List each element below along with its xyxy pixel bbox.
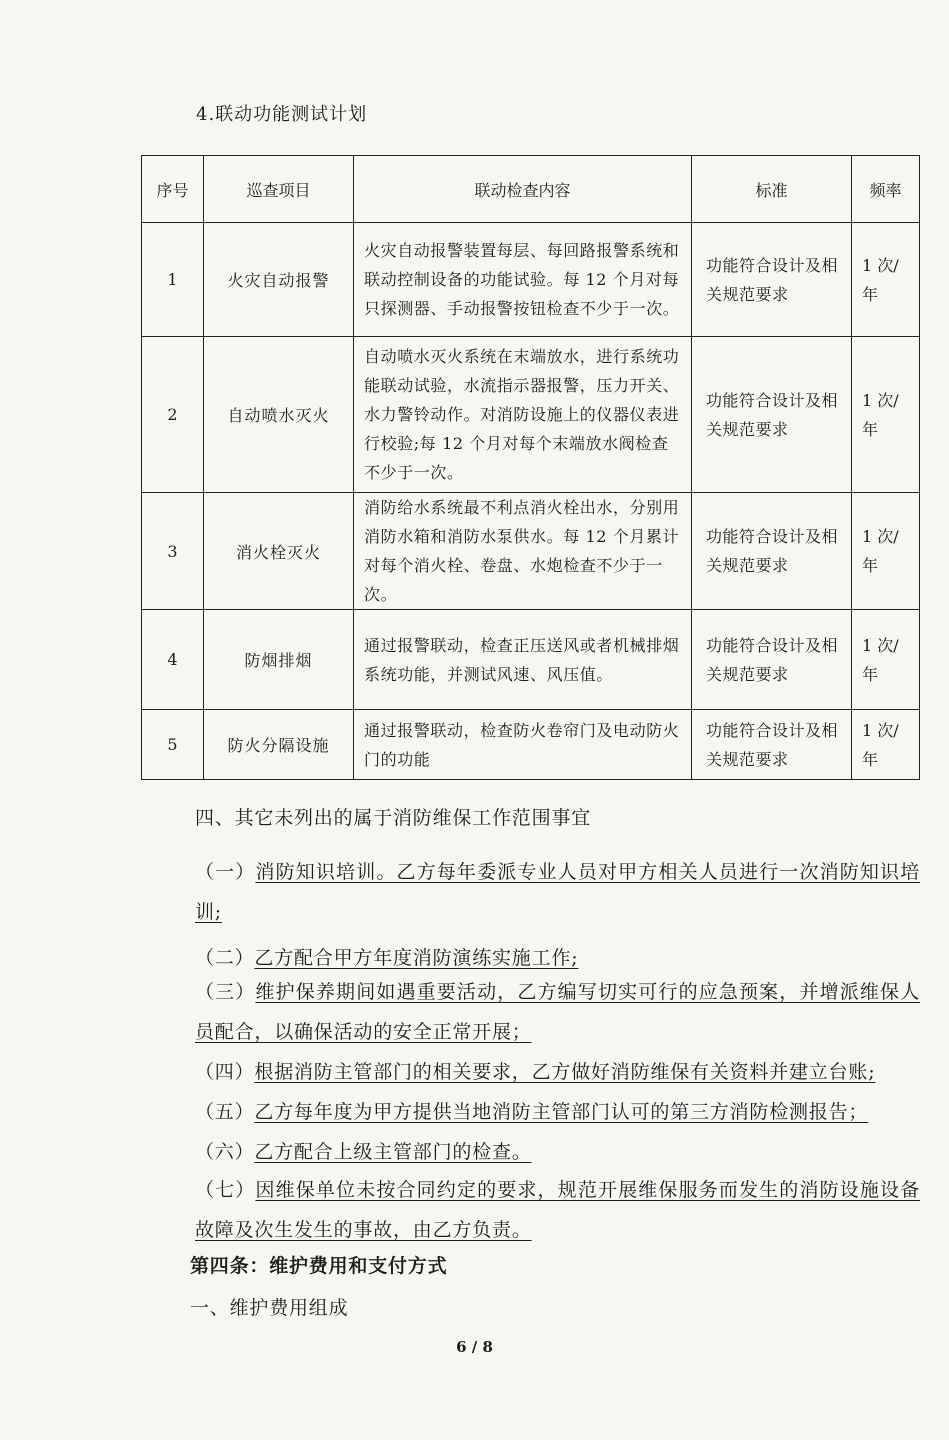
table-row	[142, 493, 920, 610]
row-content: 通过报警联动，检查防火卷帘门及电动防火门的功能	[354, 710, 692, 780]
item-number: （三）	[195, 981, 256, 1003]
row-standard: 功能符合设计及相关规范要求	[692, 223, 852, 337]
row-standard: 功能符合设计及相关规范要求	[692, 493, 852, 610]
row-standard: 功能符合设计及相关规范要求	[692, 710, 852, 780]
item-number: （五）	[195, 1101, 255, 1123]
item-text: 乙方每年度为甲方提供当地消防主管部门认可的第三方消防检测报告；	[254, 1101, 869, 1123]
row-frequency: 1 次/年	[852, 223, 920, 337]
header-item: 巡查项目	[204, 156, 354, 223]
item-text: 根据消防主管部门的相关要求，乙方做好消防维保有关资料并建立台账;	[254, 1061, 876, 1083]
item-3	[150, 972, 920, 1052]
item-1	[150, 852, 920, 932]
item-6	[150, 1132, 920, 1172]
item-number: （四）	[195, 1061, 255, 1083]
row-item: 防火分隔设施	[204, 710, 354, 780]
row-no: 2	[142, 337, 204, 493]
row-no: 5	[142, 710, 204, 780]
item-text: 乙方配合甲方年度消防演练实施工作;	[254, 947, 579, 969]
row-no: 4	[142, 610, 204, 710]
row-item: 消火栓灭火	[204, 493, 354, 610]
header-content: 联动检查内容	[354, 156, 692, 223]
item-4	[150, 1052, 920, 1092]
row-standard: 功能符合设计及相关规范要求	[692, 337, 852, 493]
item-text: 消防知识培训。乙方每年委派专业人员对甲方相关人员进行一次消防知识培训;	[195, 861, 920, 923]
table-header-row	[142, 156, 920, 223]
row-no: 1	[142, 223, 204, 337]
section-four-heading: 四、其它未列出的属于消防维保工作范围事宜	[195, 807, 592, 829]
header-no: 序号	[142, 156, 204, 223]
row-frequency: 1 次/年	[852, 493, 920, 610]
row-content: 自动喷水灭火系统在末端放水，进行系统功能联动试验，水流指示器报警，压力开关、水力警铃动作。对消防设施上的仪器仪表进行校验;每 12 个月对每个末端放水阀检查不少于一次。	[354, 337, 692, 493]
row-item: 防烟排烟	[204, 610, 354, 710]
row-item: 火灾自动报警	[204, 223, 354, 337]
table-row	[142, 710, 920, 780]
linkage-test-plan-table	[141, 155, 920, 780]
header-standard: 标准	[692, 156, 852, 223]
row-standard: 功能符合设计及相关规范要求	[692, 610, 852, 710]
row-frequency: 1 次/年	[852, 610, 920, 710]
row-content: 消防给水系统最不利点消火栓出水，分别用消防水箱和消防水泵供水。每 12 个月累计对每个消火栓、卷盘、水炮检查不少于一次。	[354, 493, 692, 610]
page-number: 6 / 8	[456, 1338, 493, 1356]
table-row	[142, 337, 920, 493]
table-row	[142, 610, 920, 710]
item-number: （七）	[195, 1179, 256, 1201]
item-text: 因维保单位未按合同约定的要求，规范开展维保服务而发生的消防设施设备故障及次生发生的事故，由乙方负责。	[195, 1179, 920, 1241]
article-four-heading: 第四条：维护费用和支付方式	[190, 1255, 448, 1277]
row-content: 火灾自动报警装置每层、每回路报警系统和联动控制设备的功能试验。每 12 个月对每只探测器、手动报警按钮检查不少于一次。	[354, 223, 692, 337]
row-content: 通过报警联动，检查正压送风或者机械排烟系统功能，并测试风速、风压值。	[354, 610, 692, 710]
item-7	[150, 1170, 920, 1250]
section-title: 4.联动功能测试计划	[196, 104, 368, 125]
row-no: 3	[142, 493, 204, 610]
item-number: （一）	[195, 861, 256, 883]
table-row	[142, 223, 920, 337]
sub-heading: 一、维护费用组成	[190, 1297, 349, 1319]
header-frequency: 频率	[852, 156, 920, 223]
item-5	[150, 1092, 920, 1132]
row-frequency: 1 次/年	[852, 710, 920, 780]
row-frequency: 1 次/年	[852, 337, 920, 493]
item-text: 维护保养期间如遇重要活动，乙方编写切实可行的应急预案，并增派维保人员配合，以确保活动的安全正常开展；	[195, 981, 920, 1043]
item-text: 乙方配合上级主管部门的检查。	[254, 1141, 532, 1163]
item-number: （二）	[195, 947, 255, 969]
item-number: （六）	[195, 1141, 255, 1163]
row-item: 自动喷水灭火	[204, 337, 354, 493]
